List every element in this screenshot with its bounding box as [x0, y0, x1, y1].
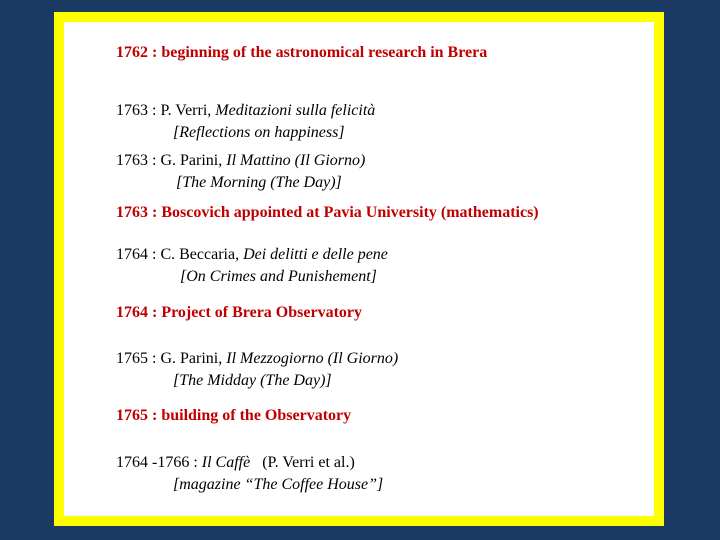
- entry-title: Il Mezzogiorno (Il Giorno): [226, 350, 399, 367]
- timeline-panel: [64, 22, 654, 516]
- entry-date: 1765: [116, 350, 148, 367]
- timeline-entry-1762: 1762 : beginning of the astronomical research in Brera: [116, 44, 488, 61]
- entry-translation: [magazine “The Coffee House”]: [173, 476, 384, 493]
- timeline-entry-1764-1766-caffe: 1764 -1766 : Il Caffè (P. Verri et al.) [magazine “The Coffee House”]: [116, 454, 384, 493]
- entry-translation: [On Crimes and Punishement]: [180, 268, 377, 285]
- entry-translation: [Reflections on happiness]: [173, 124, 345, 141]
- entry-title: Meditazioni sulla felicità: [215, 102, 376, 119]
- entry-text: building of the Observatory: [161, 407, 352, 424]
- entry-author: G. Parini,: [160, 152, 227, 169]
- entry-text: beginning of the astronomical research in Brera: [161, 44, 488, 61]
- entry-author: P. Verri,: [160, 102, 216, 119]
- entry-date: 1764: [116, 304, 148, 321]
- timeline-entry-1763-parini: 1763 : G. Parini, Il Mattino (Il Giorno) [The Morning (The Day)]: [116, 152, 366, 191]
- timeline-entry-1763-verri: 1763 : P. Verri, Meditazioni sulla felicità [Reflections on happiness]: [116, 102, 376, 141]
- entry-text: Project of Brera Observatory: [161, 304, 362, 321]
- entry-date: 1763: [116, 204, 148, 221]
- entry-author: (P. Verri et al.): [250, 454, 355, 471]
- timeline-entry-1765-building: 1765 : building of the Observatory: [116, 407, 352, 424]
- entry-text: Boscovich appointed at Pavia University (mathematics): [161, 204, 539, 221]
- entry-date: 1764 -1766: [116, 454, 190, 471]
- entry-title: Dei delitti e delle pene: [243, 246, 388, 263]
- timeline-entry-1765-parini: 1765 : G. Parini, Il Mezzogiorno (Il Giorno) [The Midday (The Day)]: [116, 350, 399, 389]
- entry-translation: [The Midday (The Day)]: [173, 372, 332, 389]
- entry-date: 1764: [116, 246, 148, 263]
- entry-author: G. Parini,: [160, 350, 227, 367]
- entry-translation: [The Morning (The Day)]: [176, 174, 342, 191]
- timeline-entry-1763-boscovich: 1763 : Boscovich appointed at Pavia University (mathematics): [116, 204, 539, 221]
- timeline-entry-1764-beccaria: 1764 : C. Beccaria, Dei delitti e delle pene [On Crimes and Punishement]: [116, 246, 388, 285]
- entry-date: 1765: [116, 407, 148, 424]
- entry-date: 1762: [116, 44, 148, 61]
- entry-author: C. Beccaria,: [160, 246, 244, 263]
- entry-title: Il Caffè: [201, 454, 251, 471]
- entry-date: 1763: [116, 152, 148, 169]
- timeline-entry-1764-project: 1764 : Project of Brera Observatory: [116, 304, 362, 321]
- yellow-frame: [54, 12, 664, 526]
- entry-title: Il Mattino (Il Giorno): [226, 152, 366, 169]
- entry-date: 1763: [116, 102, 148, 119]
